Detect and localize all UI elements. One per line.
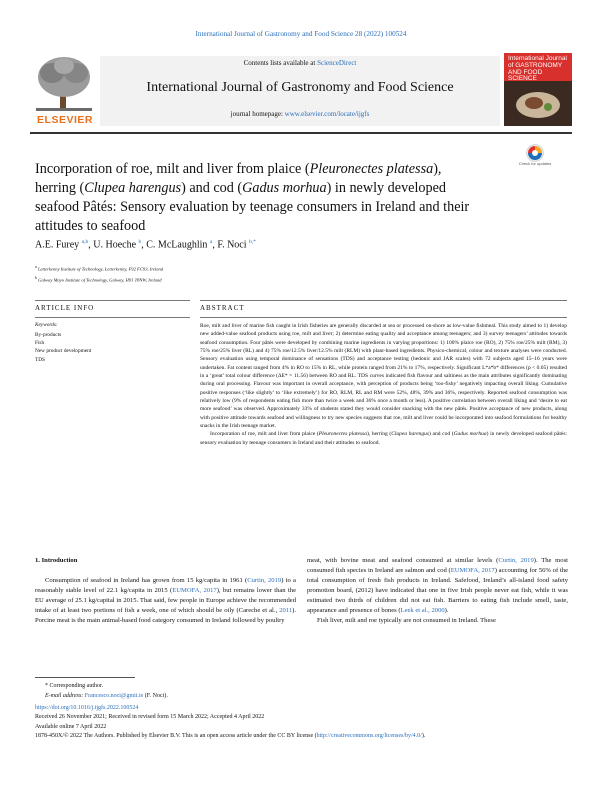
journal-citation-header[interactable]: International Journal of Gastronomy and Food Science 28 (2022) 100524 (195, 30, 407, 38)
keywords-list (35, 331, 91, 364)
author-list: A.E. Furey $^{a,b}$, U. Hoeche $^b$, C. McLaughlin $^a$, F. Noci $^{b,*}$ (35, 239, 256, 251)
cover-title: International Journal of GASTRONOMY AND FOOD SCIENCE (508, 55, 567, 83)
author-name[interactable]: C. McLaughlin (146, 239, 208, 251)
keyword: Fish (35, 340, 45, 347)
journal-title: International Journal of Gastronomy and Food Science (146, 80, 454, 95)
corresponding-author-note: * Corresponding author. (45, 683, 104, 689)
body-paragraph: meat, with bovine meat and seafood consumed at similar levels (Curtin, 2019). The most consumed fish species in Ireland are salmon and cod (EUMOFA, 2017) accounting for 56% of the total consumption of fresh fish products in Ireland. Safefood, Ireland’s all-island food safety promotion board, (2012) have indicated that one in five Irish people never eat fish, while it was estimated two thirds of children did not eat fish. Barriers to eating fish include smell, taste, appearance and presence of bones (Leek et al., 2000). (307, 557, 568, 614)
journal-masthead (30, 53, 572, 126)
available-online: Available online 7 April 2022 (35, 723, 107, 730)
affiliations (35, 263, 163, 284)
email-note: E-mail address: Francesco.noci@gmit.ie (F. Noci). (45, 693, 168, 699)
body-column-left (35, 556, 296, 626)
author-affiliation-marker[interactable]: a,b (81, 239, 89, 245)
abstract-rule-bottom (200, 317, 567, 318)
body-paragraph: Consumption of seafood in Ireland has grown from 15 kg/capita in 1961 (Curtin, 2019) to a reasonably stable level of 22.1 kg/capita in 2015 (EUMOFA, 2017), but remains lower than the EU average of 25.1 kg/capital in 2015. That said, few people in Europe achieve the recommended intake of at least two portions of fish a week, one of which should be oily (Careche et al., 2011). Porcine meat is the main animal-based food category consumed in Ireland followed by poultry (35, 577, 296, 624)
header-divider (30, 132, 572, 134)
citation-link[interactable]: Curtin, 2019 (498, 557, 534, 564)
copyright-line: 1878-450X/© 2022 The Authors. Published by Elsevier B.V. This is an open access article under the CC BY license (http://creativecommons.org/licenses/by/4.0/). (35, 732, 426, 739)
homepage-prefix: journal homepage: (230, 110, 285, 118)
sciencedirect-link[interactable]: ScienceDirect (317, 59, 357, 67)
contents-availability (100, 59, 500, 67)
email-link[interactable]: Francesco.noci@gmit.ie (84, 693, 144, 699)
introduction-heading: 1. Introduction (35, 557, 78, 564)
keywords-label: Keywords: (35, 322, 58, 328)
check-updates-icon (522, 144, 548, 162)
body-column-right (307, 556, 568, 626)
keyword: TDS (35, 356, 46, 363)
homepage-link[interactable]: www.elsevier.com/locate/ijgfs (284, 110, 370, 118)
citation-link[interactable]: EUMOFA, 2017 (172, 587, 217, 594)
abstract-body (200, 322, 567, 447)
received-dates: Received 26 November 2021; Received in revised form 15 March 2022; Accepted 4 April 2022 (35, 714, 265, 721)
publisher-name: ELSEVIER (37, 114, 93, 126)
doi-link[interactable]: https://doi.org/10.1016/j.ijgfs.2022.100524 (35, 705, 139, 711)
journal-homepage (100, 110, 500, 118)
info-rule-bottom (35, 317, 190, 318)
article-info-heading: ARTICLE INFO (35, 304, 95, 312)
check-for-updates-button[interactable] (518, 144, 552, 174)
author-affiliation-marker[interactable]: b (138, 239, 142, 245)
keyword: New product development (35, 348, 92, 355)
author-name[interactable]: F. Noci (217, 239, 247, 251)
keyword: By-products (35, 332, 62, 338)
publication-info (35, 704, 575, 741)
footnote-rule (35, 677, 135, 678)
citation-link[interactable]: 2011 (279, 607, 293, 614)
author-affiliation-marker[interactable]: a (209, 239, 213, 245)
article-title: Incorporation of roe, milt and liver from plaice (Pleuronectes platessa), herring (Clupea harengus) and cod (Gadus morhua) in newly developed seafood Pâtés: Sensory evaluation by teenage consumers in Ireland and their attitudes to seafood (35, 161, 470, 234)
footnotes (45, 681, 168, 701)
body-paragraph: Fish liver, milt and roe typically are not consumed in Ireland. These (317, 617, 496, 624)
author-name[interactable]: U. Hoeche (93, 239, 137, 251)
author-affiliation-marker[interactable]: b,* (249, 239, 256, 245)
abstract-paragraph-graphical: Incorporation of roe, milt and liver from plaice (Pleuronectes platessa), herring (Clupea harengus) and cod (Gadus morhua) in newly developed seafood pâtés: sensory evaluation by teenage consumers in Ireland and their attitudes to seafood. (200, 431, 568, 446)
contents-prefix: Contents lists available at (243, 59, 318, 67)
citation-link[interactable]: Curtin, 2019 (247, 577, 282, 584)
elsevier-tree-logo (30, 53, 98, 126)
author-name[interactable]: A.E. Furey (35, 239, 80, 251)
citation-link[interactable]: EUMOFA, 2017 (450, 567, 495, 574)
journal-cover-thumbnail[interactable] (504, 53, 572, 126)
cover-food-image (504, 81, 572, 126)
affiliation-a: $^a$ Letterkenny Institute of Technology, Letterkenny, F92 FC93, Ireland (35, 264, 164, 272)
citation-link[interactable]: Leek et al., 2000 (400, 607, 445, 614)
affiliation-b: $^b$ Galway Mayo Institute of Technology, Galway, H91 T8NW, Ireland (35, 274, 162, 283)
check-updates-label: Check for updates (518, 161, 552, 166)
abstract-rule-top (200, 300, 567, 301)
license-link[interactable]: http://creativecommons.org/licenses/by/4.0/ (316, 732, 422, 739)
info-rule-top (35, 300, 190, 301)
abstract-heading: ABSTRACT (200, 304, 245, 312)
abstract-paragraph: Roe, milt and liver of marine fish caught in Irish fisheries are generally discarded at sea or processed on-shore as low-value fishmeal. This study aimed to 1) develop new added-value seafood products using roe, milt and liver; 2) determine eating quality and acceptance among teenagers; and 3) survey teenagers’ attitudes towards seafood consumption. Four pâtés were developed by combining marine ingredients in varying proportions: 1) 100% plaice roe (RO), 2) 75% roe/25% milt (RM), 3) 75% roe/25% liver (RL) and 4) 75% roe/12.5% liver/12.5% milt (RLM) with plant-based ingredients. Physico-chemical, colour and texture analyses were conducted. Sensory evaluation using temporal dominance of sensations (TDS) and acceptance testing (hedonic and JAR scales) with 72 subjects aged 15–16 years were undertaken. Fat content ranged from 4% in RO to 15% in RL, while protein ranged from 21% to 17%, respectively. Significant L*a*b* differences (p < 0.05) resulted in a ‘great’ total colour difference (ΔE* = 11.56) between RO and RL. TDS curves indicated fish flavour and saltiness as the main attributes significantly dominating during oral processing. Flavour was important in overall acceptance, with perception of products being ‘too-fishy’ negatively impacting overall liking. Cumulative positive responses (‘like slightly’ to ‘like extremely’) for RO, RLM, RL and RM were 52%, 48%, 39% and 36%, respectively. Reported seafood consumption was relatively low (9% of respondents eating fish more than twice a week and 36% once a month or less). A positive correlation between overall liking and ‘desire to eat more seafood’ was observed. Approximately 33% of students stated they would consider snacking with the new pâtés. Positive acceptance of new products, along with positive attitude towards seafood and willingness to try new species suggests that roe, milt and liver could be incorporated into seafood formulations for healthy snacks in the Irish teenage market. (200, 323, 567, 430)
